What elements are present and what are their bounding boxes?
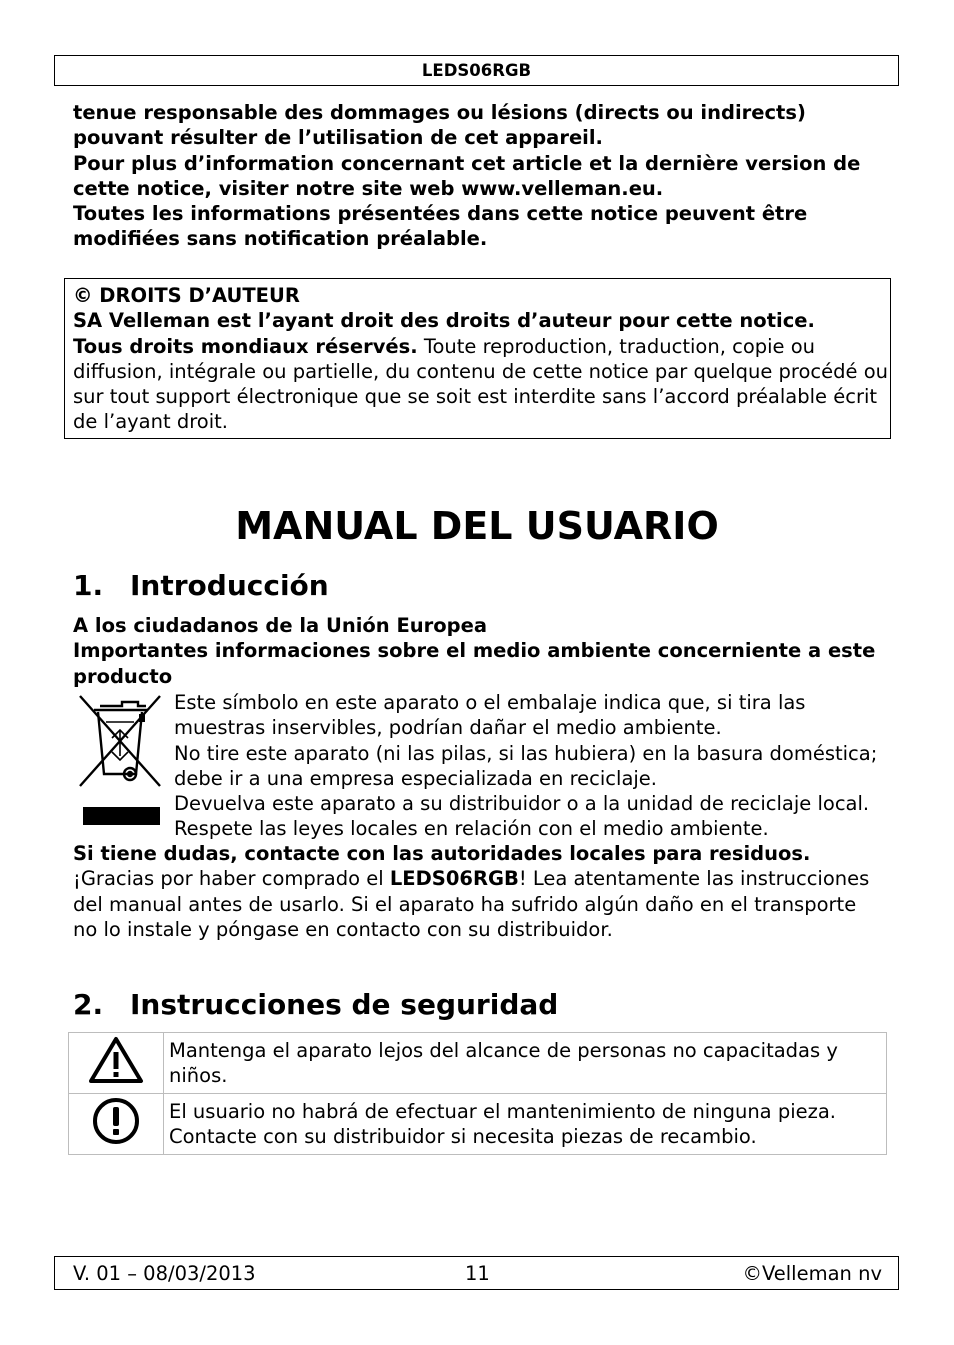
table-row (69, 1094, 887, 1155)
page-header (54, 55, 899, 86)
weee-crossed-bin-icon (76, 692, 164, 790)
thanks-pre: ¡Gracias por haber comprado el (73, 867, 390, 891)
intro-continuation (73, 841, 873, 942)
eu-heading (73, 613, 893, 689)
intro-paragraph: tenue responsable des dommages ou lésions (directs ou indirects) pouvant résulter de l’utilisation de cet appareil. (73, 101, 806, 150)
page-footer (54, 1256, 899, 1290)
table-icon-cell (69, 1033, 164, 1094)
weee-paragraph: Devuelva este aparato a su distribuidor o a la unidad de reciclaje local. Respete las leyes locales en relación con el medio ambiente. (174, 792, 870, 841)
warning-triangle-icon (88, 1035, 144, 1085)
eu-title: A los ciudadanos de la Unión Europea (73, 614, 488, 637)
section-title: Instrucciones de seguridad (130, 988, 559, 1021)
thanks-post: ! Lea atentamente las instrucciones del manual antes de usarlo. Si el aparato ha sufrido algún daño en el transporte no lo instale y póngase en contacto con su distribuidor. (73, 867, 870, 941)
intro-bold-text (73, 100, 893, 252)
footer-version: V. 01 – 08/03/2013 (73, 1262, 256, 1285)
weee-text (174, 690, 889, 842)
copyright-title: © DROITS D’AUTEUR (73, 284, 300, 307)
footer-page-number: 11 (465, 1262, 490, 1285)
section-number: 2. (73, 988, 104, 1021)
weee-paragraph: No tire este aparato (ni las pilas, si las hubiera) en la basura doméstica; debe ir a una empresa especializada en reciclaje. (174, 741, 878, 790)
intro-paragraph: Pour plus d’information concernant cet article et la dernière version de cette notice, visiter notre site web www.velleman.eu. (73, 151, 861, 200)
table-text-cell: Mantenga el aparato lejos del alcance de personas no capacitadas y niños. (164, 1033, 887, 1094)
table-text-cell: El usuario no habrá de efectuar el mantenimiento de ninguna pieza. Contacte con su distribuidor si necesita piezas de recambio. (164, 1094, 887, 1155)
copyright-rights-text: Toute reproduction, traduction, copie ou diffusion, intégrale ou partielle, du contenu de cette notice par quelque procédé ou sur tout support électronique que se soit est interdite sans l’accord préalable écrit de l’ayant droit. (73, 334, 889, 434)
section-heading-introduccion (73, 569, 329, 603)
footer-copyright: ©Velleman nv (742, 1262, 882, 1285)
table-icon-cell (69, 1094, 164, 1155)
thanks-paragraph (73, 866, 873, 942)
intro-paragraph: Toutes les informations présentées dans cette notice peuvent être modifiées sans notification préalable. (73, 202, 808, 251)
eu-subtitle: Importantes informaciones sobre el medio ambiente concerniente a este producto (73, 639, 876, 688)
weee-paragraph: Este símbolo en este aparato o el embalaje indica que, si tira las muestras inservibles, podrían dañar el medio ambiente. (174, 691, 806, 740)
section-title: Introducción (130, 569, 329, 602)
copyright-owner: SA Velleman est l’ayant droit des droits d’auteur pour cette notice. (73, 309, 815, 333)
section-heading-seguridad (73, 988, 558, 1022)
thanks-model: LEDS06RGB (389, 867, 519, 891)
copyright-rights-bold: Tous droits mondiaux réservés. (73, 334, 418, 358)
section-number: 1. (73, 569, 104, 602)
header-model: LEDS06RGB (421, 61, 532, 80)
safety-table (68, 1032, 887, 1155)
table-row (69, 1033, 887, 1094)
doubts-text: Si tiene dudas, contacte con las autoridades locales para residuos. (73, 842, 811, 865)
copyright-box (64, 278, 891, 439)
weee-black-bar (83, 807, 160, 825)
copyright-rights (73, 334, 890, 435)
exclamation-circle-icon (91, 1096, 141, 1146)
main-title: MANUAL DEL USUARIO (235, 504, 719, 548)
